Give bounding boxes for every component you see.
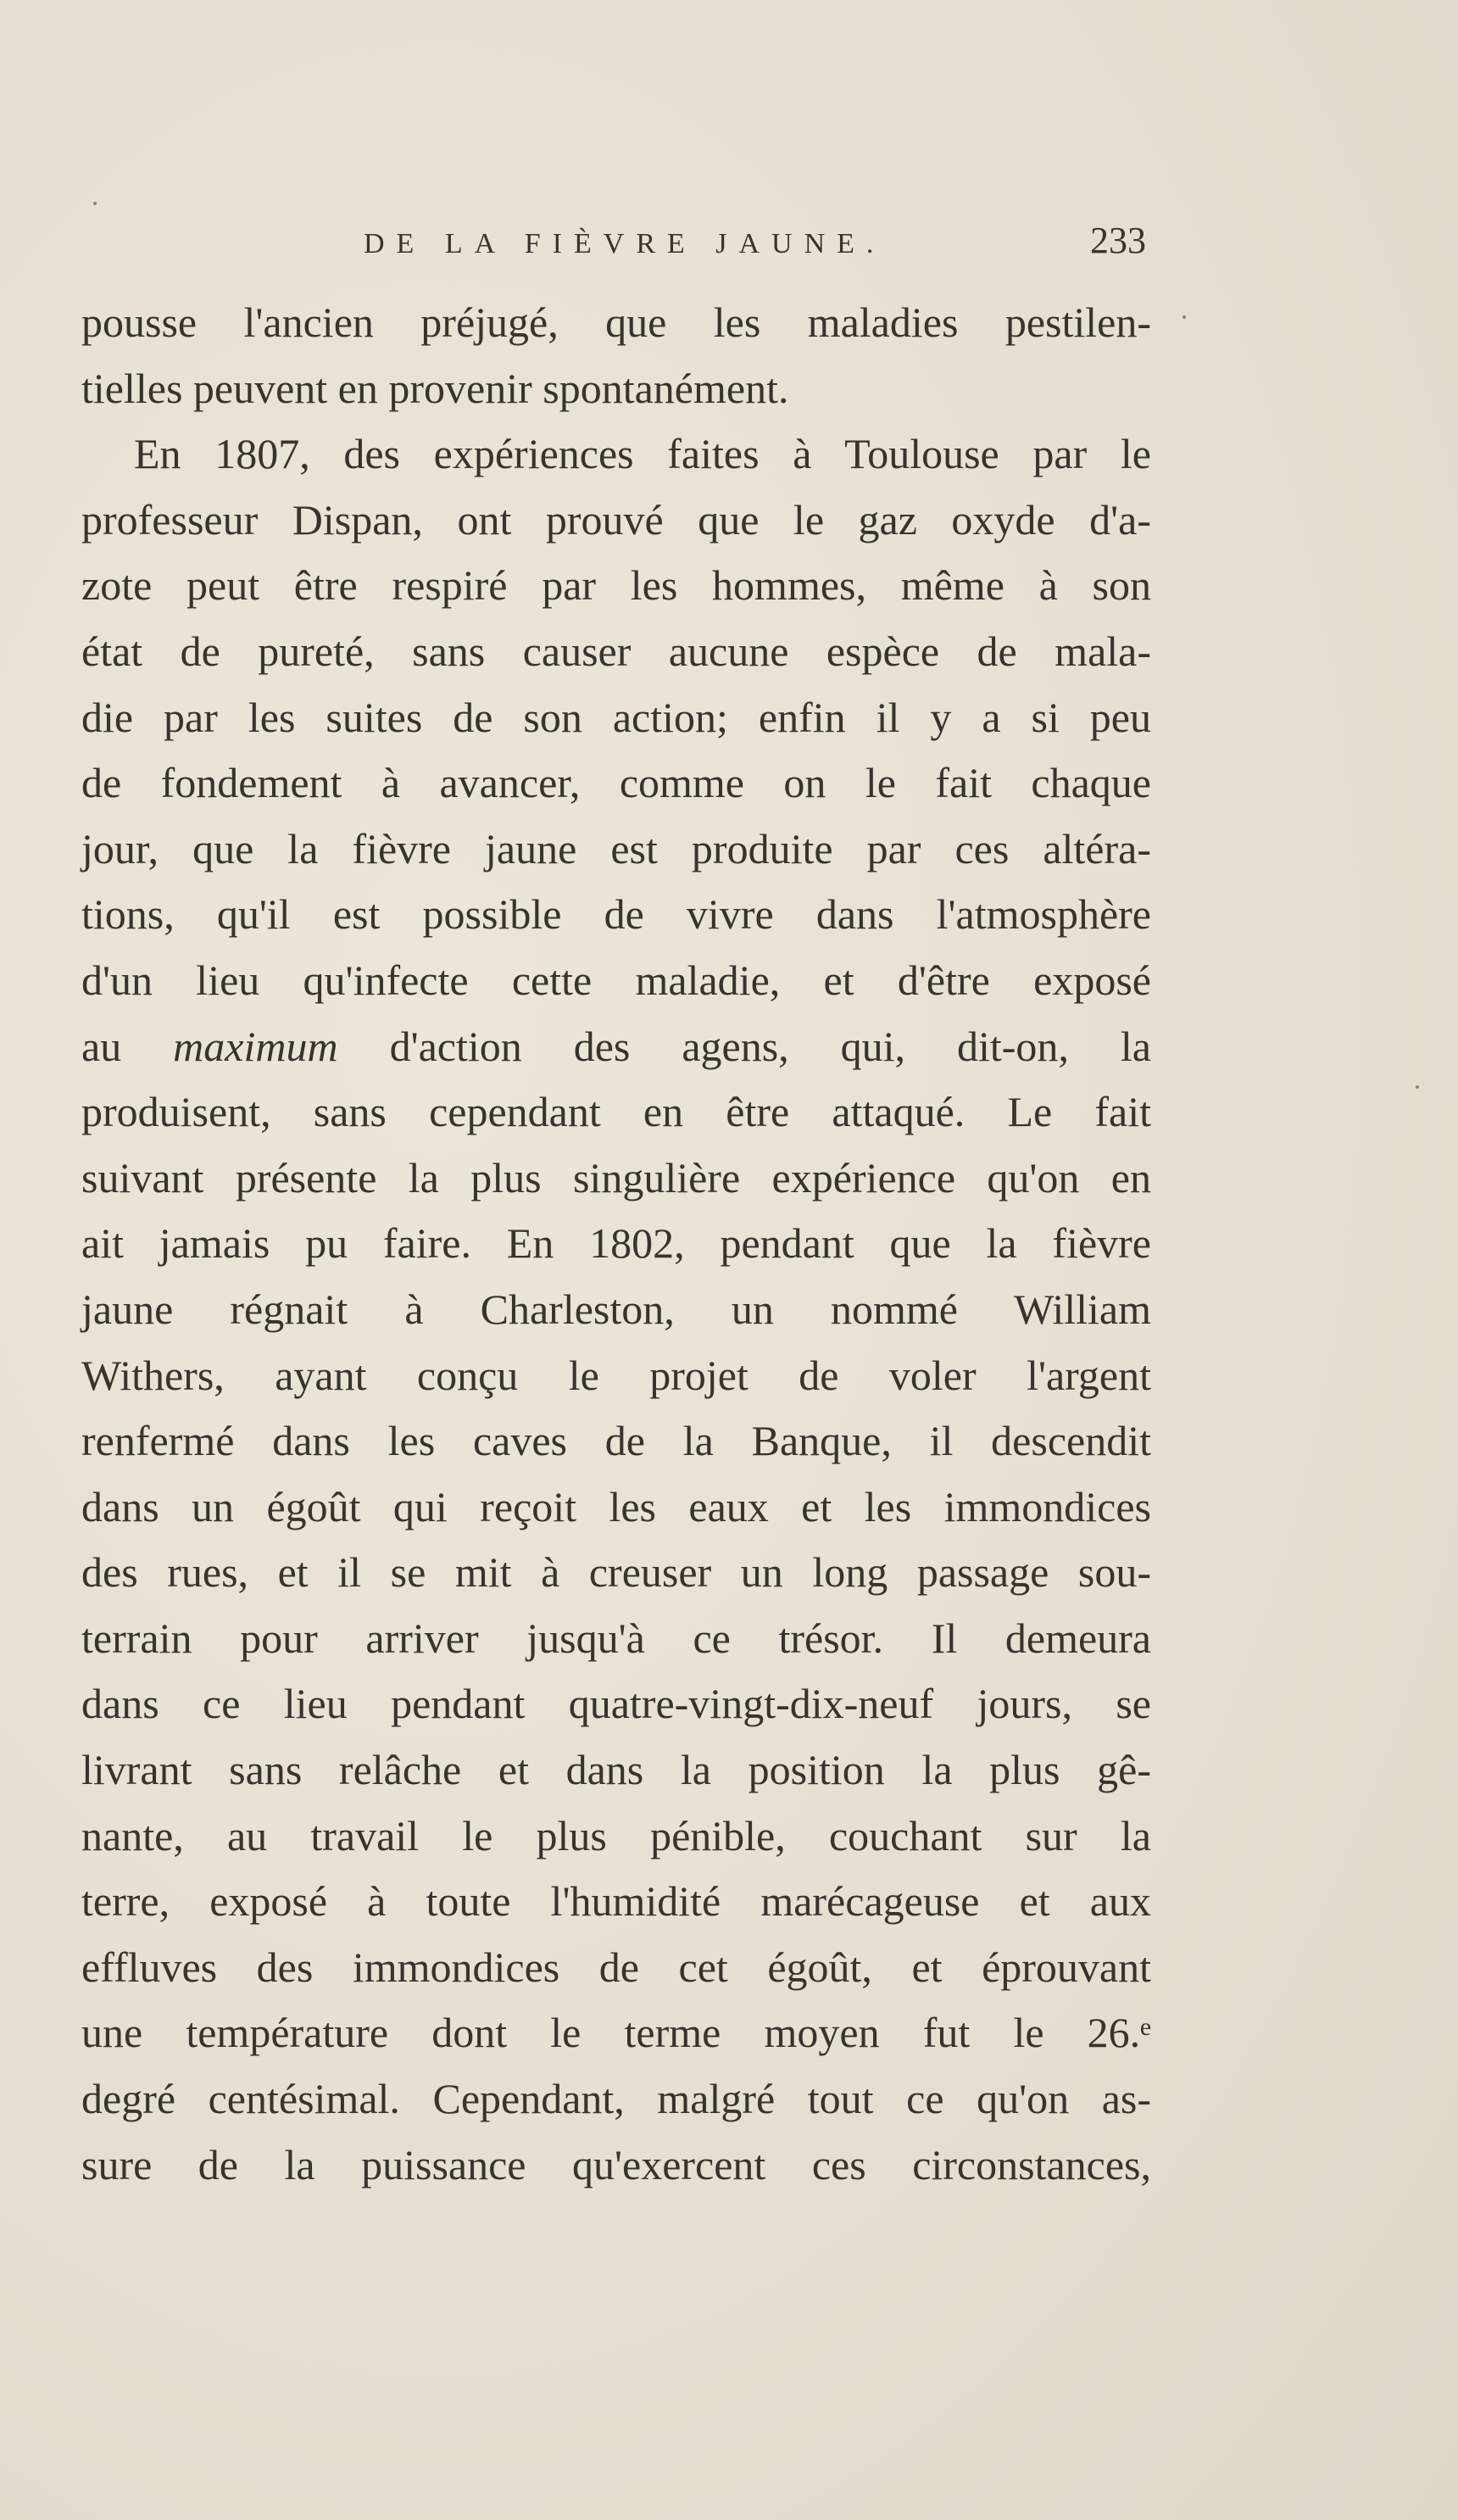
text-line: renfermé dans les caves de la Banque, il descendit bbox=[81, 1417, 1151, 1465]
text-line: tions, qu'il est possible de vivre dans l'atmosphère bbox=[81, 890, 1151, 939]
paper-speck bbox=[1416, 1085, 1419, 1089]
text-line bbox=[81, 1014, 1151, 1080]
text-line: jour, que la fièvre jaune est produite par ces altéra- bbox=[81, 824, 1151, 873]
body-text bbox=[81, 290, 1151, 2198]
text-line: zote peut être respiré par les hommes, même à son bbox=[81, 561, 1151, 610]
running-title: DE LA FIÈVRE JAUNE. bbox=[364, 228, 886, 259]
text-line: En 1807, des expériences faites à Toulouse par le bbox=[134, 430, 1151, 478]
text-segment: au bbox=[81, 1022, 174, 1070]
text-line: nante, au travail le plus pénible, couchant sur la bbox=[81, 1811, 1151, 1859]
page-number: 233 bbox=[1090, 220, 1146, 261]
text-line: Withers, ayant conçu le projet de voler l'argent bbox=[81, 1351, 1151, 1399]
italic-term: maximum bbox=[173, 1022, 338, 1070]
text-line: d'un lieu qu'infecte cette maladie, et d'être exposé bbox=[81, 956, 1151, 1004]
text-line: dans un égoût qui reçoit les eaux et les immondices bbox=[81, 1482, 1151, 1530]
text-line: terre, exposé à toute l'humidité marécageuse et aux bbox=[81, 1877, 1151, 1926]
text-line: dans ce lieu pendant quatre-vingt-dix-neuf jours, se bbox=[81, 1680, 1151, 1728]
text-line: effluves des immondices de cet égoût, et éprouvant bbox=[81, 1943, 1151, 1991]
text-line: une température dont le terme moyen fut le 26.ᵉ bbox=[81, 2009, 1151, 2057]
text-line: terrain pour arriver jusqu'à ce trésor. Il demeura bbox=[81, 1614, 1151, 1662]
text-line: suivant présente la plus singulière expérience qu'on en bbox=[81, 1153, 1151, 1201]
text-line: professeur Dispan, ont prouvé que le gaz oxyde d'a- bbox=[81, 495, 1151, 544]
text-segment: d'action des agens, qui, dit-on, la bbox=[337, 1022, 1151, 1070]
paper-speck bbox=[1183, 315, 1186, 319]
text-line: ait jamais pu faire. En 1802, pendant que la fièvre bbox=[81, 1219, 1151, 1268]
text-line: des rues, et il se mit à creuser un long passage sou- bbox=[81, 1548, 1151, 1597]
text-line: produisent, sans cependant en être attaqué. Le fait bbox=[81, 1088, 1151, 1136]
text-line: état de pureté, sans causer aucune espèce de mala- bbox=[81, 627, 1151, 675]
text-line: die par les suites de son action; enfin il y a si peu bbox=[81, 693, 1151, 741]
text-line: pousse l'ancien préjugé, que les maladies pestilen- bbox=[81, 298, 1151, 346]
paper-speck bbox=[93, 202, 97, 205]
text-line: de fondement à avancer, comme on le fait chaque bbox=[81, 759, 1151, 807]
text-line: jaune régnait à Charleston, un nommé William bbox=[81, 1285, 1151, 1333]
text-line: livrant sans relâche et dans la position la plus gê- bbox=[81, 1746, 1151, 1794]
text-line: tielles peuvent en provenir spontanément. bbox=[81, 364, 789, 412]
text-line: sure de la puissance qu'exercent ces circonstances, bbox=[81, 2140, 1151, 2188]
text-line: degré centésimal. Cependant, malgré tout ce qu'on as- bbox=[81, 2075, 1151, 2123]
